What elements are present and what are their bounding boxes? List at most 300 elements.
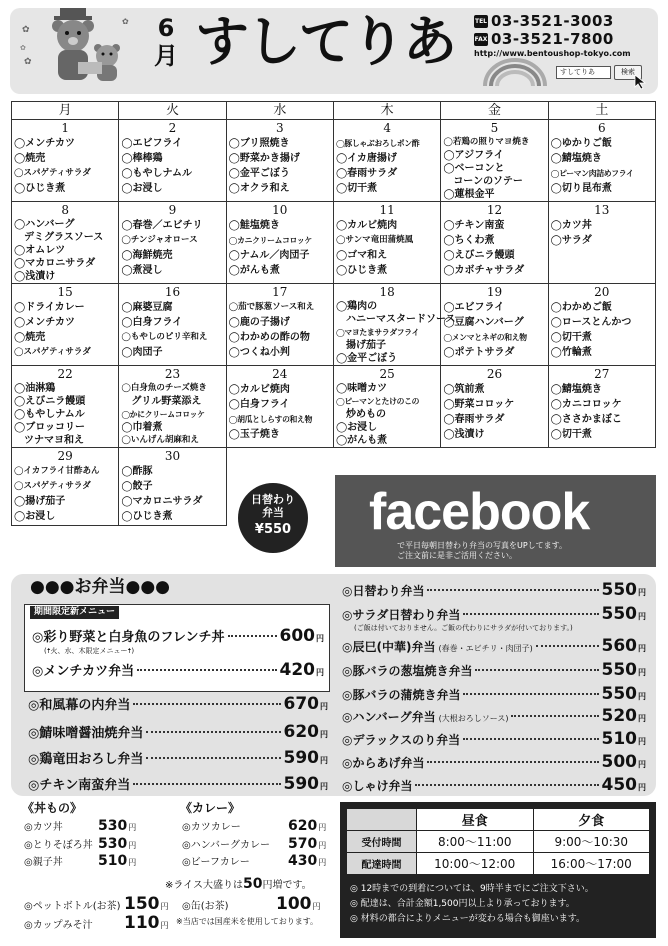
day-menu-item: ◯巾着煮 xyxy=(121,422,163,433)
delivery-lunch: 10:00～12:00 xyxy=(417,853,534,875)
leader-dots xyxy=(463,738,598,740)
day-menu-item: ◯ささかまぼこ xyxy=(550,414,622,425)
day-menu-list xyxy=(334,218,440,278)
order-notes xyxy=(350,882,650,927)
day-menu-item: ◯エビフライ xyxy=(443,302,505,313)
curry-item xyxy=(182,853,326,869)
menu-item-price: 530 xyxy=(98,818,128,834)
yen-unit: 円 xyxy=(638,612,646,621)
leader-dots xyxy=(133,783,280,785)
calendar-week xyxy=(12,284,656,366)
yen-unit: 円 xyxy=(128,858,137,867)
day-menu-item: ◯もやしのピリ辛和え xyxy=(121,332,208,342)
rainbow-icon xyxy=(480,56,550,86)
reception-lunch: 8:00～11:00 xyxy=(417,831,534,853)
yen-unit: 円 xyxy=(318,823,327,832)
day-menu-list xyxy=(119,464,225,524)
month-label: 6月 xyxy=(154,14,178,70)
order-note: ◎ 12時までの到着については、9時半までにご注文下さい。 xyxy=(350,884,594,894)
weekday-header: 火 xyxy=(119,102,226,120)
bento-item xyxy=(28,722,328,742)
calendar-day-cell xyxy=(119,120,226,202)
day-menu-item: ◯野菜コロッケ xyxy=(443,399,515,410)
hours-corner xyxy=(347,809,417,831)
menu-item-price: 590 xyxy=(283,748,319,768)
day-number: 6 xyxy=(598,121,606,135)
day-menu-item: ◯玉子焼き xyxy=(228,429,280,440)
day-menu-item: ◯アジフライ xyxy=(443,150,504,161)
calendar-week xyxy=(12,120,656,202)
day-number: 1 xyxy=(61,121,69,135)
limited-menu-label: 期間限定新メニュー xyxy=(30,606,119,619)
calendar-day-cell xyxy=(441,366,548,448)
day-menu-list xyxy=(441,300,547,360)
day-menu-item: ◯ひじき煮 xyxy=(121,511,173,522)
day-menu-item: ◯若鶏の照りマヨ焼き xyxy=(443,137,530,147)
day-menu-list xyxy=(334,382,440,447)
menu-item-name: ◎ハンバーグカレー xyxy=(182,840,271,851)
menu-item-price: 500 xyxy=(601,752,637,772)
day-menu-item: ◯金平ごぼう xyxy=(228,168,290,179)
delivery-label: 配達時間 xyxy=(347,853,417,875)
yen-unit: 円 xyxy=(638,644,646,653)
day-menu-item: ◯焼売 xyxy=(14,332,46,343)
leader-dots xyxy=(463,693,598,695)
menu-item-price: 420 xyxy=(279,660,315,680)
menu-item-price: 590 xyxy=(283,774,319,794)
day-number: 22 xyxy=(57,367,73,381)
bento-item xyxy=(342,580,646,600)
day-menu-item: ◯イカ唐揚げ xyxy=(335,153,397,164)
day-number: 12 xyxy=(486,203,503,217)
day-menu-list xyxy=(227,300,333,360)
day-menu-item: ◯茄で豚葱ソース和え xyxy=(228,302,315,312)
day-menu-item: ◯サラダ xyxy=(550,235,592,246)
menu-item-name: ◎親子丼 xyxy=(24,857,63,868)
yen-unit: 円 xyxy=(128,823,137,832)
menu-item-name: ◎ペットボトル(お茶) xyxy=(24,901,121,912)
menu-item-price: 100 xyxy=(276,894,312,914)
shop-name: すしてりあ xyxy=(195,9,455,73)
menu-item-price: 530 xyxy=(98,836,128,852)
day-menu-list xyxy=(12,218,118,283)
day-menu-item: ◯ゆかりご飯 xyxy=(550,138,612,149)
day-menu-item: ◯えびニラ饅頭 xyxy=(443,250,515,261)
rice-note-num: 50 xyxy=(242,876,263,892)
day-menu-item: ◯蓮根金平 xyxy=(443,189,495,200)
bento-item xyxy=(342,636,646,656)
leader-dots xyxy=(146,731,280,733)
menu-item-price: 430 xyxy=(288,853,318,869)
calendar-week xyxy=(12,366,656,448)
day-menu-list xyxy=(549,300,655,360)
day-number: 5 xyxy=(490,121,499,135)
calendar-day-cell xyxy=(226,366,333,448)
day-menu-item: ◯棒棒鶏 xyxy=(121,153,163,164)
day-number: 4 xyxy=(383,121,391,135)
day-menu-item: ◯ゴマ和え xyxy=(335,250,388,261)
calendar-day-cell xyxy=(226,284,333,366)
bento-section-title: ●●●お弁当●●● xyxy=(30,577,171,597)
day-menu-list xyxy=(12,300,118,360)
day-menu-item: ◯お浸し xyxy=(14,511,56,522)
calendar-day-cell xyxy=(441,120,548,202)
menu-item-price: 620 xyxy=(288,818,318,834)
calendar-day-cell xyxy=(333,202,440,284)
day-menu-item: ◯わかめの酢の物 xyxy=(228,332,310,343)
day-number: 11 xyxy=(379,203,395,217)
yen-unit: 円 xyxy=(320,730,328,739)
day-menu-item: ◯カルビ焼肉 xyxy=(335,220,398,231)
calendar-day-cell xyxy=(333,366,440,448)
weekday-header: 月 xyxy=(12,102,119,120)
tel-number[interactable]: 03-3521-3003 xyxy=(491,12,614,30)
day-menu-list xyxy=(227,382,333,442)
menu-item-price: 110 xyxy=(124,913,160,933)
bento-item xyxy=(342,706,646,726)
yen-unit: 円 xyxy=(638,783,646,792)
extra-item xyxy=(24,913,169,933)
menu-item-price: 510 xyxy=(601,729,637,749)
day-menu-item: ◯ひじき煮 xyxy=(14,183,66,194)
day-number: 23 xyxy=(164,367,181,381)
day-menu-item: ◯ポテトサラダ xyxy=(443,347,515,358)
day-menu-item: ◯ピーマンとたけのこの xyxy=(335,397,420,406)
calendar-day-cell xyxy=(226,120,333,202)
leader-dots xyxy=(536,645,599,647)
calendar-day-cell xyxy=(441,284,548,366)
day-menu-item: ◯もやしナムル xyxy=(14,409,85,420)
day-menu-item: ツナマヨ和え xyxy=(24,435,84,446)
menu-item-price: 670 xyxy=(283,694,319,714)
menu-item-price: 550 xyxy=(601,660,637,680)
fax-icon: FAX xyxy=(474,33,488,46)
menu-item-note: (大根おろしソース) xyxy=(438,714,509,723)
menu-item-price: 510 xyxy=(98,853,128,869)
day-menu-item: ◯オクラ和え xyxy=(228,183,290,194)
facebook-logo-icon[interactable]: facebook xyxy=(369,483,590,541)
day-menu-item: ◯エビフライ xyxy=(121,138,183,149)
calendar-day-cell xyxy=(548,202,655,284)
day-menu-item: ◯カニコロッケ xyxy=(550,399,622,410)
yen-unit: 円 xyxy=(316,668,324,677)
day-menu-item: ◯スパゲティサラダ xyxy=(14,347,91,357)
day-menu-item: ◯チンジャオロース xyxy=(121,235,198,245)
daily-badge-price: ¥550 xyxy=(254,522,292,537)
facebook-panel[interactable] xyxy=(335,475,656,567)
domestic-rice-note: ※当店では国産米を使用しております。 xyxy=(176,917,319,926)
donburi-title: 《丼もの》 xyxy=(22,801,83,815)
bento-item xyxy=(342,660,646,680)
weekday-header: 水 xyxy=(226,102,333,120)
menu-item-price: 450 xyxy=(601,775,637,795)
day-menu-list xyxy=(119,382,225,447)
day-menu-list xyxy=(549,218,655,248)
calendar-day-cell xyxy=(12,366,119,448)
menu-item-name: ◎豚バラの葱塩焼き弁当 xyxy=(342,664,473,678)
yen-unit: 円 xyxy=(320,702,328,711)
day-menu-item: ◯カルビ焼肉 xyxy=(228,384,290,395)
leader-dots xyxy=(137,669,276,671)
day-menu-item: ◯春巻／エビチリ xyxy=(121,220,203,231)
day-menu-item: ◯筑前煮 xyxy=(443,384,485,395)
menu-item-name: ◎ビーフカレー xyxy=(182,857,250,868)
yen-unit: 円 xyxy=(638,588,646,597)
rice-note-pre: ※ライス大盛りは xyxy=(165,880,243,891)
menu-item-name: ◎豚バラの蒲焼き弁当 xyxy=(342,688,461,702)
day-menu-item: ◯チキン南蛮 xyxy=(443,220,505,231)
calendar-day-cell xyxy=(12,202,119,284)
menu-item-price: 150 xyxy=(124,894,160,914)
day-menu-list xyxy=(334,300,456,365)
menu-item-name: ◎鶏竜田おろし弁当 xyxy=(28,752,144,767)
calendar-day-cell xyxy=(119,284,226,366)
yen-unit: 円 xyxy=(312,902,321,911)
calendar-day-cell xyxy=(333,284,456,366)
day-menu-item: ◯スパゲティサラダ xyxy=(14,168,91,178)
yen-unit: 円 xyxy=(320,756,328,765)
day-menu-item: ◯ブリ照焼き xyxy=(228,138,290,149)
limited-item-menchi xyxy=(32,660,324,680)
day-menu-item: ◯煮浸し xyxy=(121,265,163,276)
menu-item-name: ◎デラックスのり弁当 xyxy=(342,733,461,747)
day-menu-item: ◯春雨サラダ xyxy=(443,414,505,425)
curry-item xyxy=(182,818,326,834)
day-menu-item: ◯もやしナムル xyxy=(121,168,193,179)
daily-badge-line1: 日替わり xyxy=(251,493,295,506)
menu-item-name: ◎サラダ日替わり弁当 xyxy=(342,608,461,622)
donburi-item xyxy=(24,853,136,869)
day-menu-item: ハニーマスタードソース xyxy=(345,314,456,325)
daily-bento-badge xyxy=(238,483,308,553)
day-menu-item: ◯春雨サラダ xyxy=(335,168,398,179)
day-menu-item: ◯ピーマン肉詰めフライ xyxy=(550,169,634,178)
day-menu-item: ◯メンチカツ xyxy=(14,317,75,328)
day-menu-item: ◯海鮮焼売 xyxy=(121,250,173,261)
day-menu-item: ◯白身フライ xyxy=(121,317,183,328)
day-menu-item: 炒めもの xyxy=(345,409,386,420)
day-menu-item: グリル野菜添え xyxy=(131,396,202,407)
calendar-day-cell xyxy=(548,366,655,448)
calendar-day-cell xyxy=(333,120,440,202)
calendar-day-cell xyxy=(548,284,655,366)
leader-dots xyxy=(427,761,598,763)
menu-item-name: ◎日替わり弁当 xyxy=(342,584,425,598)
leader-dots xyxy=(463,613,598,615)
day-menu-item: ◯肉団子 xyxy=(121,347,163,358)
calendar-day-cell xyxy=(119,448,226,526)
bento-item xyxy=(342,604,646,624)
limited-item-french-don xyxy=(32,626,324,646)
calendar-day-cell xyxy=(548,120,655,202)
bento-item xyxy=(342,775,646,795)
day-menu-item: ◯イカフライ甘酢あん xyxy=(14,466,100,476)
day-number: 13 xyxy=(594,203,610,217)
leader-dots xyxy=(146,757,280,759)
yen-unit: 円 xyxy=(638,737,646,746)
menu-item-name: ◎からあげ弁当 xyxy=(342,756,425,770)
menu-item-note: (春巻・エビチリ・肉団子) xyxy=(438,644,533,653)
calendar-day-cell xyxy=(119,202,226,284)
day-menu-list xyxy=(119,136,225,196)
bento-item xyxy=(28,774,328,794)
menu-item-name: ◎カツ丼 xyxy=(24,822,63,833)
daily-badge-line2: 弁当 xyxy=(262,506,284,519)
day-menu-list xyxy=(227,218,333,278)
day-menu-list xyxy=(227,136,333,196)
day-number: 18 xyxy=(379,285,395,299)
extra-item xyxy=(24,894,169,914)
menu-item-price: 620 xyxy=(283,722,319,742)
day-menu-item: ◯ひじき煮 xyxy=(335,265,388,276)
day-menu-item: ◯カツ丼 xyxy=(550,220,592,231)
menu-item-name: ◎しゃけ弁当 xyxy=(342,779,413,793)
leader-dots xyxy=(427,589,598,591)
day-menu-item: ◯浅漬け xyxy=(14,271,56,282)
day-menu-item: ◯がんも煮 xyxy=(228,265,280,276)
day-menu-item: ◯豚しゃぶおろしポン酢 xyxy=(335,139,420,148)
day-number: 19 xyxy=(486,285,503,299)
day-menu-item: ◯酢豚 xyxy=(121,466,153,477)
day-menu-item: デミグラスソース xyxy=(24,232,104,243)
calendar-day-cell xyxy=(441,202,548,284)
bento-item xyxy=(28,694,328,714)
search-input[interactable]: すしてりあ xyxy=(556,66,611,79)
day-number: 9 xyxy=(168,203,177,217)
yen-unit: 円 xyxy=(160,902,169,911)
menu-item-price: 570 xyxy=(288,836,318,852)
lunch-header: 昼食 xyxy=(417,809,534,831)
menu-item-price: 600 xyxy=(279,626,315,646)
day-menu-item: ◯竹輪煮 xyxy=(550,347,592,358)
reception-label: 受付時間 xyxy=(347,831,417,853)
day-menu-item: ◯ロースとんかつ xyxy=(550,317,632,328)
day-menu-list xyxy=(549,382,655,442)
bear-mascot-icon xyxy=(18,4,138,84)
curry-item xyxy=(182,836,326,852)
day-menu-item: ◯浅漬け xyxy=(443,429,485,440)
day-menu-item: ◯マカロニサラダ xyxy=(121,496,203,507)
tel-row xyxy=(474,12,658,30)
contact-block xyxy=(474,12,658,58)
calendar-day-cell xyxy=(226,202,333,284)
day-menu-item: 揚げ茄子 xyxy=(345,340,386,351)
leader-dots xyxy=(511,715,598,717)
day-menu-item: ◯鮭塩焼き xyxy=(228,220,280,231)
calendar-day-cell xyxy=(119,366,226,448)
bento-item xyxy=(28,748,328,768)
menu-item-name: ◎メンチカツ弁当 xyxy=(32,664,135,679)
day-menu-item: ◯胡瓜としらすの和え物 xyxy=(228,415,313,424)
day-menu-item: ◯鯖塩焼き xyxy=(550,384,602,395)
bento-item xyxy=(342,729,646,749)
day-menu-item: ◯ナムル／肉団子 xyxy=(228,250,310,261)
menu-item-name: ◎カップみそ汁 xyxy=(24,920,93,931)
menu-item-price: 550 xyxy=(601,580,637,600)
calendar-week xyxy=(12,202,656,284)
yen-unit: 円 xyxy=(638,692,646,701)
yen-unit: 円 xyxy=(318,841,327,850)
day-menu-item: ◯油淋鶏 xyxy=(14,383,56,394)
day-number: 25 xyxy=(379,367,395,381)
svg-text:✿: ✿ xyxy=(22,25,30,35)
yen-unit: 円 xyxy=(318,858,327,867)
day-menu-item: ◯鶏肉の xyxy=(335,301,378,312)
day-number: 30 xyxy=(164,449,181,463)
weekday-header: 木 xyxy=(333,102,440,120)
day-number: 8 xyxy=(61,203,69,217)
day-menu-item: ◯メンチカツ xyxy=(14,138,75,149)
svg-text:✿: ✿ xyxy=(20,44,26,52)
day-menu-item: ◯いんげん胡麻和え xyxy=(121,435,199,445)
website-link[interactable]: http://www.bentoushop-tokyo.com xyxy=(474,49,631,58)
dinner-header: 夕食 xyxy=(533,809,650,831)
delivery-dinner: 16:00～17:00 xyxy=(533,853,650,875)
day-menu-list xyxy=(549,136,655,196)
extra-item xyxy=(182,894,321,914)
day-menu-list xyxy=(119,300,225,360)
leader-dots xyxy=(133,703,280,705)
day-number: 2 xyxy=(168,121,177,135)
leader-dots xyxy=(228,635,277,637)
menu-item-name: ◎辰巳(中華)弁当 xyxy=(342,640,436,654)
svg-text:✿: ✿ xyxy=(122,17,129,26)
menu-item-price: 560 xyxy=(601,636,637,656)
day-menu-item: ◯白身フライ xyxy=(228,399,290,410)
day-menu-list xyxy=(334,136,440,196)
day-menu-item: ◯豆腐ハンバーグ xyxy=(443,317,524,328)
day-menu-item: ◯餃子 xyxy=(121,481,153,492)
day-menu-item: ◯ブロッコリー xyxy=(14,422,85,433)
day-menu-list xyxy=(441,382,547,442)
day-menu-item: ◯切干煮 xyxy=(550,429,592,440)
day-menu-item: ◯メンマとネギの和え物 xyxy=(443,333,527,342)
calendar-day-cell xyxy=(12,284,119,366)
cursor-arrow-icon xyxy=(634,74,648,90)
calendar-day-cell xyxy=(12,448,119,526)
salad-note: (ご飯は付いておりません。ご飯の代わりにサラダが付いております。) xyxy=(354,624,573,632)
svg-text:✿: ✿ xyxy=(24,57,32,67)
hours-table xyxy=(346,808,650,875)
day-number: 29 xyxy=(57,449,73,463)
day-menu-item: ◯つくね小判 xyxy=(228,347,290,358)
fax-number: 03-3521-7800 xyxy=(491,30,614,48)
day-menu-item: ◯えびニラ饅頭 xyxy=(14,396,86,407)
day-menu-item: コーンのソテー xyxy=(453,176,523,187)
day-menu-item: ◯がんも煮 xyxy=(335,435,388,446)
day-menu-item: ◯金平ごぼう xyxy=(335,353,398,364)
fax-row xyxy=(474,30,658,48)
order-note: ◎ 材料の都合によりメニューが変わる場合も御座います。 xyxy=(350,914,585,924)
day-menu-item: ◯切干煮 xyxy=(335,183,378,194)
day-menu-list xyxy=(119,218,225,278)
search-button[interactable]: 検索 xyxy=(614,65,642,80)
day-menu-item: ◯マカロニサラダ xyxy=(14,258,96,269)
weekday-header: 金 xyxy=(441,102,548,120)
day-menu-item: ◯ちくわ煮 xyxy=(443,235,495,246)
day-menu-item: ◯オムレツ xyxy=(14,245,66,256)
day-menu-item: ◯お浸し xyxy=(335,422,378,433)
menu-item-price: 520 xyxy=(601,706,637,726)
day-menu-item: ◯ベーコンと xyxy=(443,163,505,174)
day-menu-item: ◯ドライカレー xyxy=(14,302,85,313)
day-menu-item: ◯切り昆布煮 xyxy=(550,183,612,194)
menu-item-name: ◎ハンバーグ弁当 xyxy=(342,710,436,724)
menu-item-price: 550 xyxy=(601,604,637,624)
tel-icon: TEL xyxy=(474,15,488,28)
day-number: 20 xyxy=(594,285,610,299)
day-menu-item: ◯わかめご飯 xyxy=(550,302,612,313)
